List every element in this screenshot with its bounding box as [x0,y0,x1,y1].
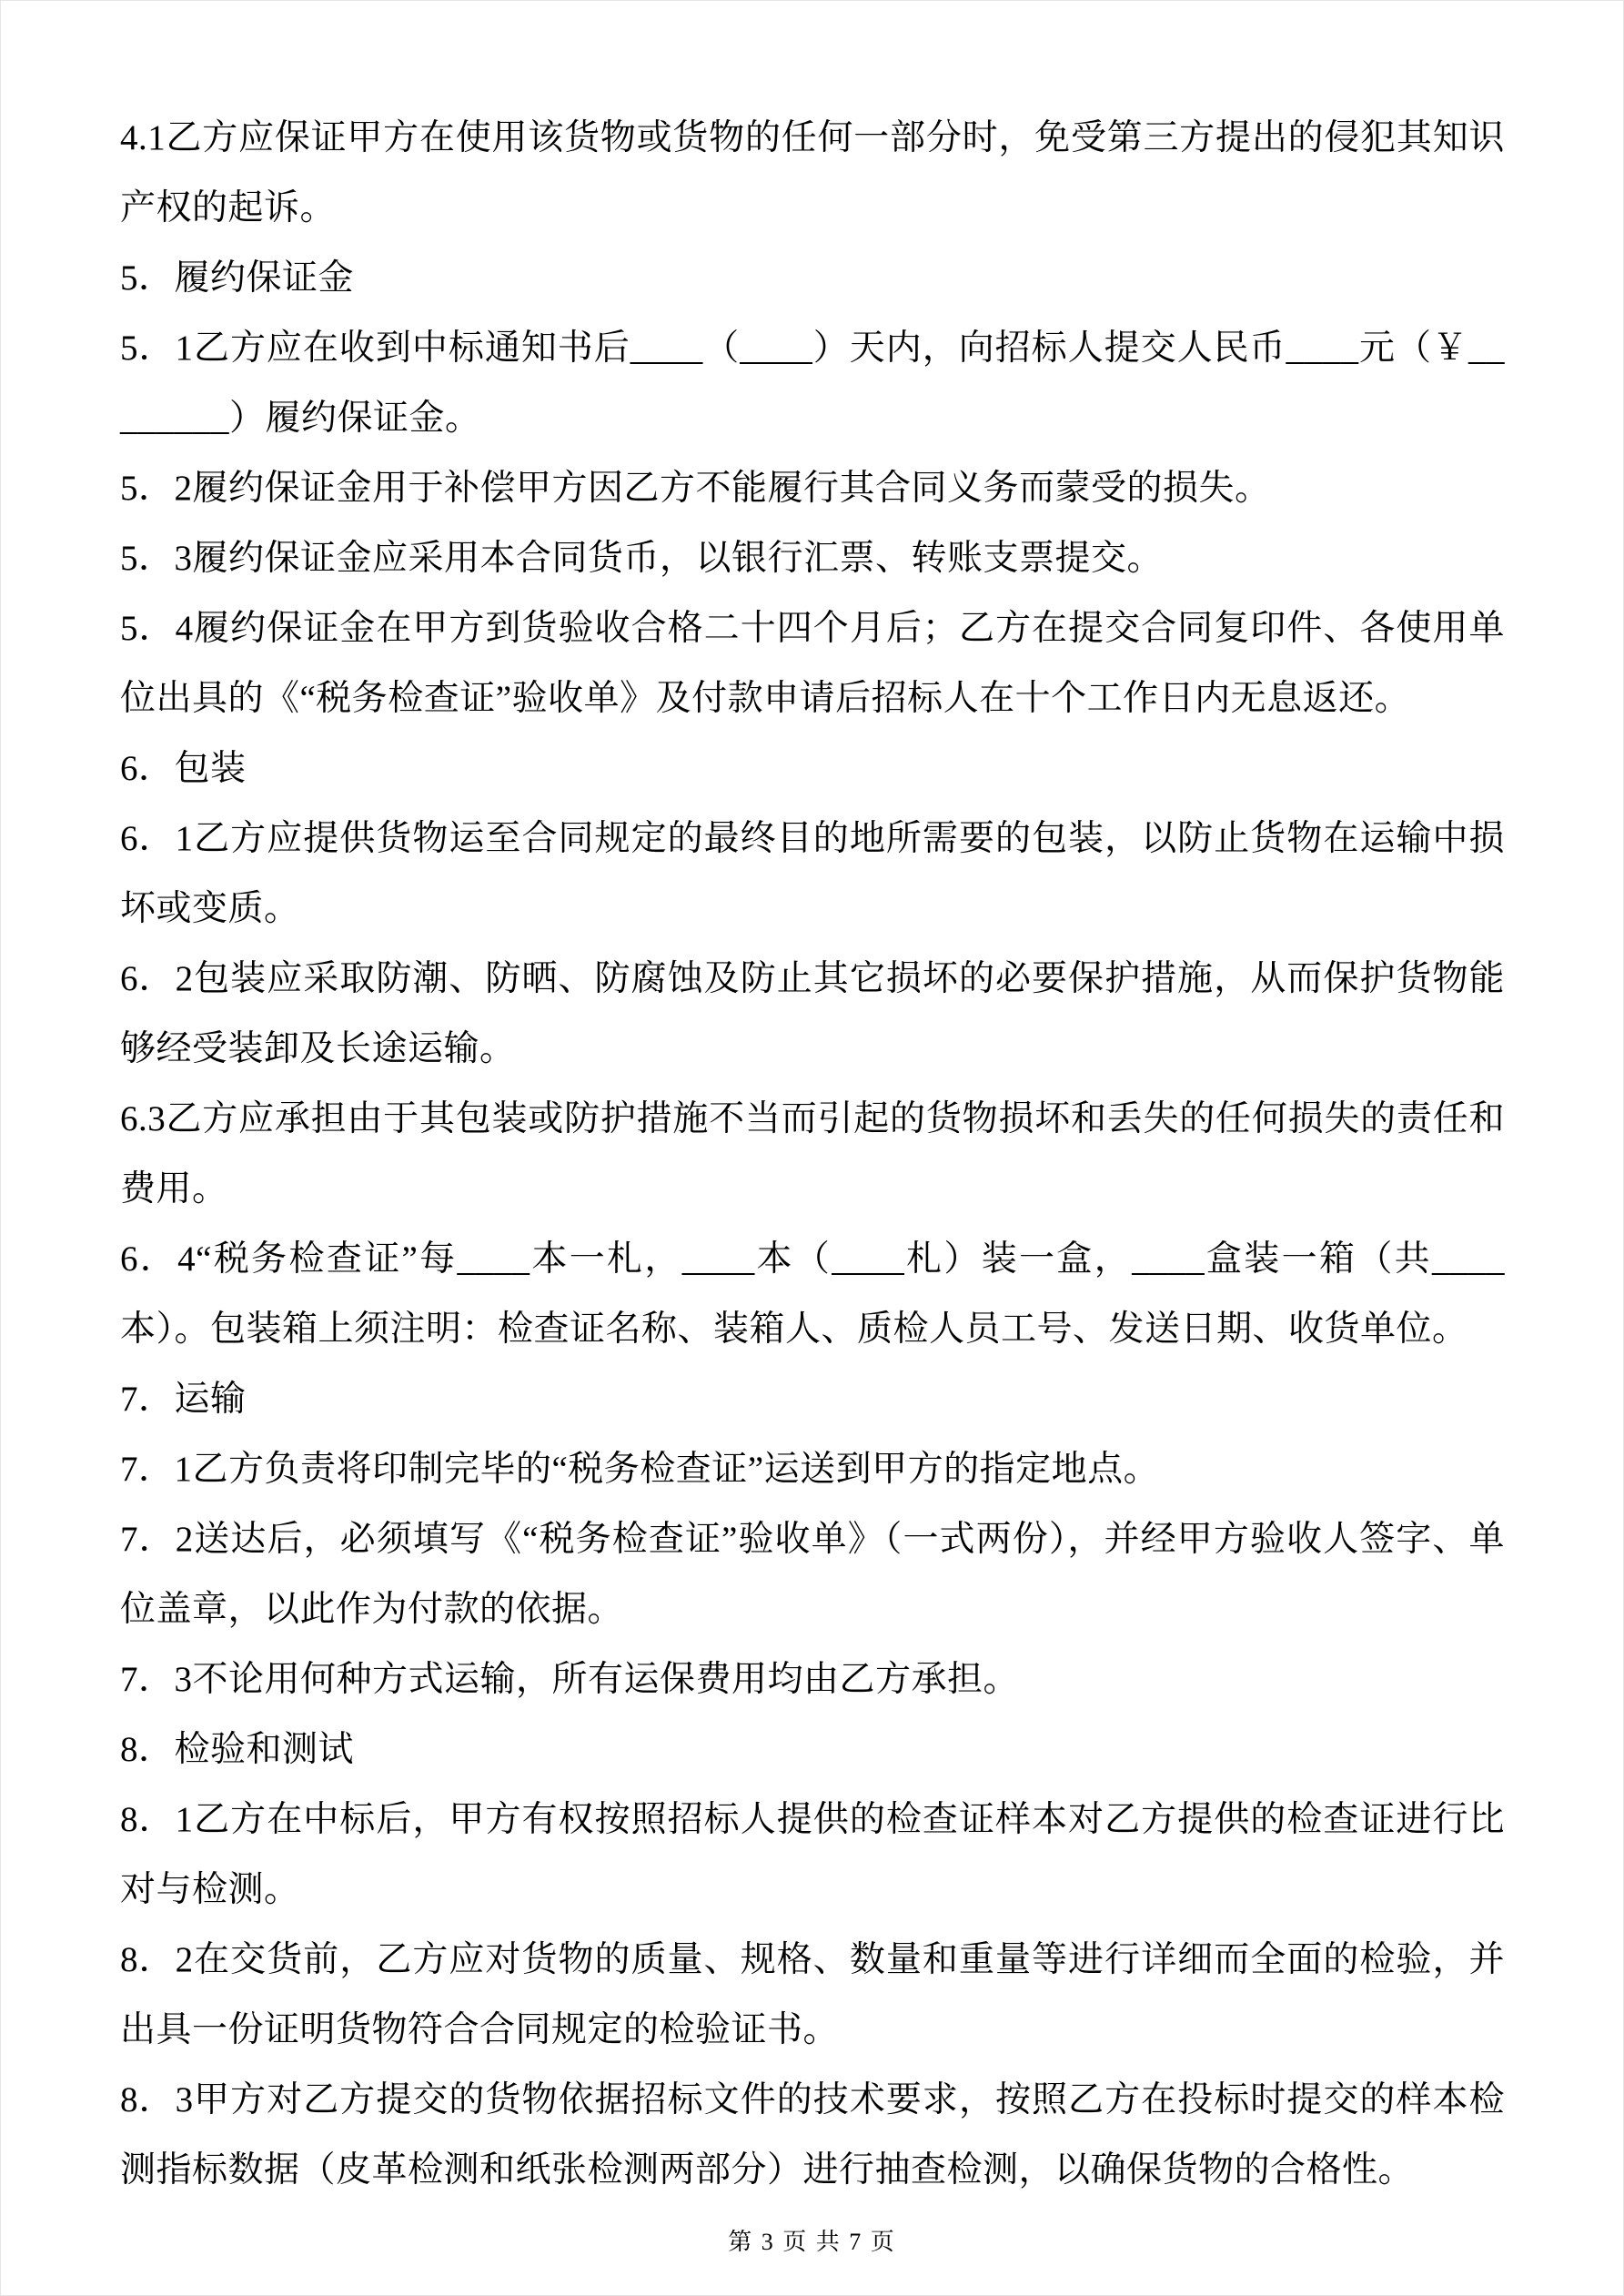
paragraph: 8．检验和测试 [120,1730,355,1769]
paragraph: 5．履约保证金 [120,258,355,298]
paragraph: 4.1乙方应保证甲方在使用该货物或货物的任何一部分时，免受第三方提出的侵犯其知识产权的起诉。 [120,118,1505,228]
paragraph: 5．4履约保证金在甲方到货验收合格二十四个月后；乙方在提交合同复印件、各使用单位出具的《“税务检查证”验收单》及付款申请后招标人在十个工作日内无息返还。 [120,609,1505,718]
page-footer: 第 3 页 共 7 页 [728,2229,896,2255]
paragraph: 5．3履约保证金应采用本合同货币，以银行汇票、转账支票提交。 [120,539,1164,578]
paragraph: 5．1乙方应在收到中标通知书后____（____）天内，向招标人提交人民币____元（￥________）履约保证金。 [120,329,1505,438]
paragraph: 7．运输 [120,1380,247,1419]
document-body [120,103,1505,2205]
paragraph: 8．2在交货前，乙方应对货物的质量、规格、数量和重量等进行详细而全面的检验，并出具一份证明货物符合合同规定的检验证书。 [120,1940,1505,2049]
paragraph: 6.3乙方应承担由于其包装或防护措施不当而引起的货物损坏和丢失的任何损失的责任和费用。 [120,1099,1505,1209]
paragraph: 7．2送达后，必须填写《“税务检查证”验收单》（一式两份），并经甲方验收人签字、单位盖章，以此作为付款的依据。 [120,1520,1505,1629]
paragraph: 7．3不论用何种方式运输，所有运保费用均由乙方承担。 [120,1660,1020,1699]
paragraph: 5．2履约保证金用于补偿甲方因乙方不能履行其合同义务而蒙受的损失。 [120,469,1271,508]
paragraph: 6．4“税务检查证”每____本一札，____本（____札）装一盒，____盒装一箱（共____本）。包装箱上须注明：检查证名称、装箱人、质检人员工号、发送日期、收货单位。 [120,1239,1505,1349]
paragraph: 8．3甲方对乙方提交的货物依据招标文件的技术要求，按照乙方在投标时提交的样本检测指标数据（皮革检测和纸张检测两部分）进行抽查检测，以确保货物的合格性。 [120,2080,1505,2190]
paragraph: 6．包装 [120,749,247,788]
paragraph: 7．1乙方负责将印制完毕的“税务检查证”运送到甲方的指定地点。 [120,1450,1160,1489]
paragraph: 6．1乙方应提供货物运至合同规定的最终目的地所需要的包装，以防止货物在运输中损坏或变质。 [120,819,1505,928]
paragraph: 6．2包装应采取防潮、防晒、防腐蚀及防止其它损坏的必要保护措施，从而保护货物能够经受装卸及长途运输。 [120,959,1505,1068]
paragraph: 8．1乙方在中标后，甲方有权按照招标人提供的检查证样本对乙方提供的检查证进行比对与检测。 [120,1800,1505,1909]
